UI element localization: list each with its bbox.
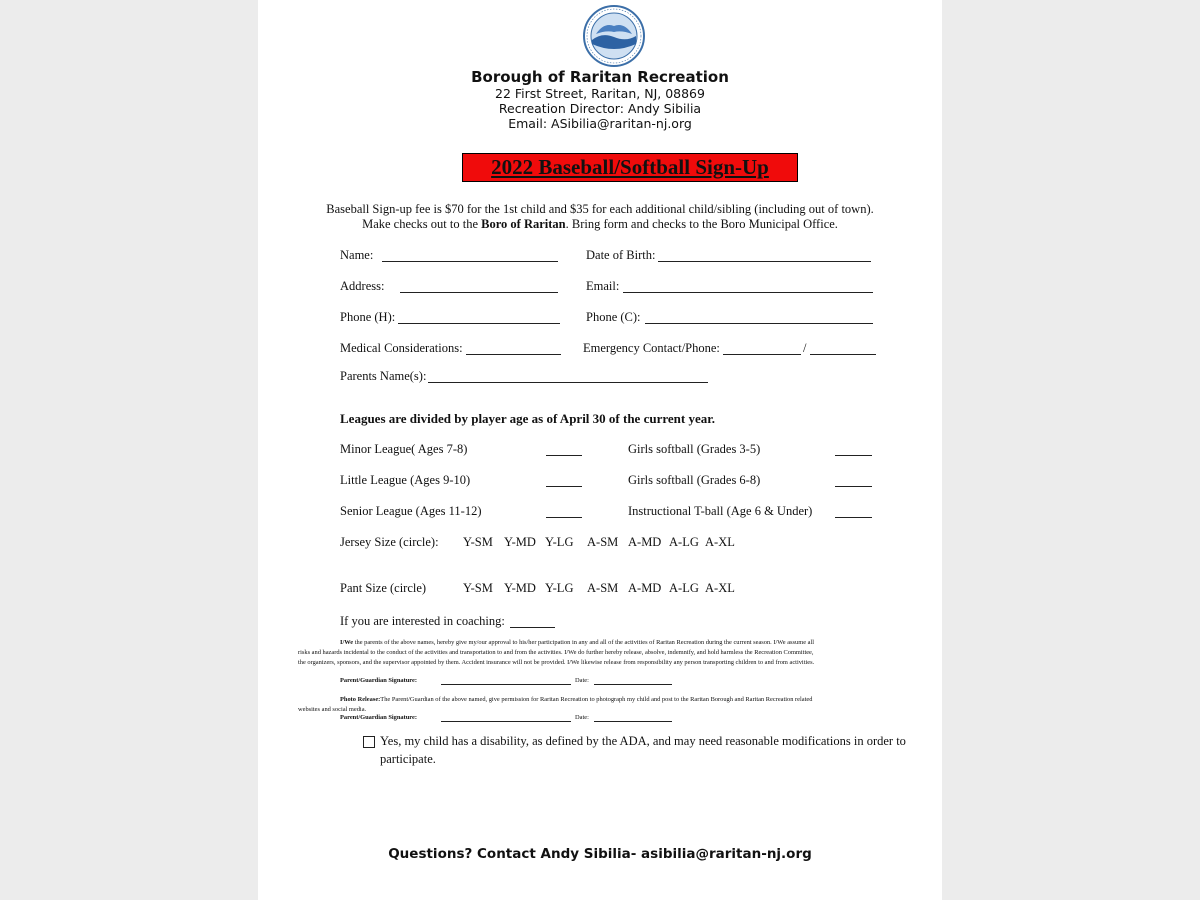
waiver-line-1: I/We the parents of the above names, hereby give my/our approval to his/her participation in any and all of the activities of Raritan Recreation during the current season. I/We assume all <box>340 639 815 646</box>
ada-statement: Yes, my child has a disability, as defined by the ADA, and may need reasonable modifications in order to participate. <box>380 734 906 766</box>
waiver-line-3: the organizers, sponsors, and the supervisor appointed by them. Accident insurance will not be provided. I/We likewise release from responsibility any person transporting children to and from activities. <box>298 659 815 666</box>
phone-cell-label: Phone (C): <box>586 310 641 324</box>
league-senior-label: Senior League (Ages 11-12) <box>340 504 482 518</box>
waiver-signature-field[interactable] <box>441 684 571 685</box>
org-name: Borough of Raritan Recreation <box>471 68 729 86</box>
emergency-contact-field[interactable] <box>723 354 801 355</box>
org-director: Recreation Director: Andy Sibilia <box>498 101 702 116</box>
emergency-separator: / <box>803 341 807 355</box>
league-tball-label: Instructional T-ball (Age 6 & Under) <box>628 504 813 518</box>
org-address: 22 First Street, Raritan, NJ, 08869 <box>495 86 705 101</box>
jersey-size-option[interactable]: A-XL <box>705 535 735 549</box>
coaching-field[interactable] <box>510 627 555 628</box>
signup-form-page <box>258 0 942 900</box>
league-minor-label: Minor League( Ages 7-8) <box>340 442 468 456</box>
fee-line-2: Make checks out to the Boro of Raritan. Bring form and checks to the Boro Municipal Office. <box>362 217 838 231</box>
waiver-line-2: risks and hazards incidental to the conduct of the activities and transportation to and from the activities. I/We do further hereby release, absolve, indemnify, and hold harmless the Recreation Committee, <box>298 649 814 656</box>
league-girls-6-8-field[interactable] <box>835 486 872 487</box>
jersey-size-option[interactable]: A-LG <box>669 535 699 549</box>
address-label: Address: <box>340 279 385 293</box>
league-girls-3-5-label: Girls softball (Grades 3-5) <box>628 442 761 456</box>
league-girls-6-8-label: Girls softball (Grades 6-8) <box>628 473 761 487</box>
phone-cell-field[interactable] <box>645 323 873 324</box>
photo-signature-field[interactable] <box>441 721 571 722</box>
leagues-heading: Leagues are divided by player age as of April 30 of the current year. <box>340 411 716 426</box>
jersey-size-option[interactable]: Y-LG <box>545 535 574 549</box>
medical-label: Medical Considerations: <box>340 341 463 355</box>
pant-size-option[interactable]: Y-MD <box>504 581 536 595</box>
pant-size-option[interactable]: A-MD <box>628 581 662 595</box>
photo-release-line-2: websites and social media. <box>298 706 367 713</box>
parents-label: Parents Name(s): <box>340 369 427 383</box>
jersey-size-option[interactable]: A-SM <box>587 535 619 549</box>
pant-size-option[interactable]: A-XL <box>705 581 735 595</box>
coaching-label: If you are interested in coaching: <box>340 614 505 628</box>
jersey-size-option[interactable]: Y-SM <box>463 535 493 549</box>
emergency-phone-field[interactable] <box>810 354 876 355</box>
contact-footer: Questions? Contact Andy Sibilia- asibilia@raritan-nj.org <box>388 846 812 862</box>
pant-size-option[interactable]: Y-SM <box>463 581 493 595</box>
org-email: Email: ASibilia@raritan-nj.org <box>508 116 692 131</box>
photo-release-line-1: Photo Release:The Parent/Guardian of the above named, give permission for Raritan Recreation to photograph my child and post to the Raritan Borough and Raritan Recreation related <box>340 696 813 703</box>
league-girls-3-5-field[interactable] <box>835 455 872 456</box>
name-label: Name: <box>340 248 374 262</box>
league-tball-field[interactable] <box>835 517 872 518</box>
emergency-label: Emergency Contact/Phone: <box>583 341 720 355</box>
dob-label: Date of Birth: <box>586 248 656 262</box>
parents-field[interactable] <box>428 382 708 383</box>
pant-size-option[interactable]: A-SM <box>587 581 619 595</box>
photo-signature-label: Parent/Guardian Signature: <box>340 714 417 721</box>
jersey-size-option[interactable]: A-MD <box>628 535 662 549</box>
pant-size-option[interactable]: A-LG <box>669 581 699 595</box>
photo-date-field[interactable] <box>594 721 672 722</box>
waiver-signature-label: Parent/Guardian Signature: <box>340 677 417 684</box>
name-field[interactable] <box>382 261 558 262</box>
jersey-size-option[interactable]: Y-MD <box>504 535 536 549</box>
jersey-size-label: Jersey Size (circle): <box>340 535 439 549</box>
dob-field[interactable] <box>658 261 871 262</box>
phone-home-field[interactable] <box>398 323 560 324</box>
league-senior-field[interactable] <box>546 517 582 518</box>
email-label: Email: <box>586 279 620 293</box>
league-minor-field[interactable] <box>546 455 582 456</box>
address-field[interactable] <box>400 292 558 293</box>
pant-size-option[interactable]: Y-LG <box>545 581 574 595</box>
league-little-label: Little League (Ages 9-10) <box>340 473 471 487</box>
waiver-date-label: Date: <box>575 677 589 684</box>
photo-date-label: Date: <box>575 714 589 721</box>
phone-home-label: Phone (H): <box>340 310 396 324</box>
waiver-date-field[interactable] <box>594 684 672 685</box>
pant-size-label: Pant Size (circle) <box>340 581 427 595</box>
fee-line-1: Baseball Sign-up fee is $70 for the 1st child and $35 for each additional child/sibling (including out of town). <box>326 202 874 216</box>
email-field[interactable] <box>623 292 873 293</box>
medical-field[interactable] <box>466 354 561 355</box>
ada-checkbox[interactable] <box>363 736 375 748</box>
league-little-field[interactable] <box>546 486 582 487</box>
form-title: 2022 Baseball/Softball Sign-Up <box>462 153 798 182</box>
borough-seal-logo <box>582 4 646 68</box>
